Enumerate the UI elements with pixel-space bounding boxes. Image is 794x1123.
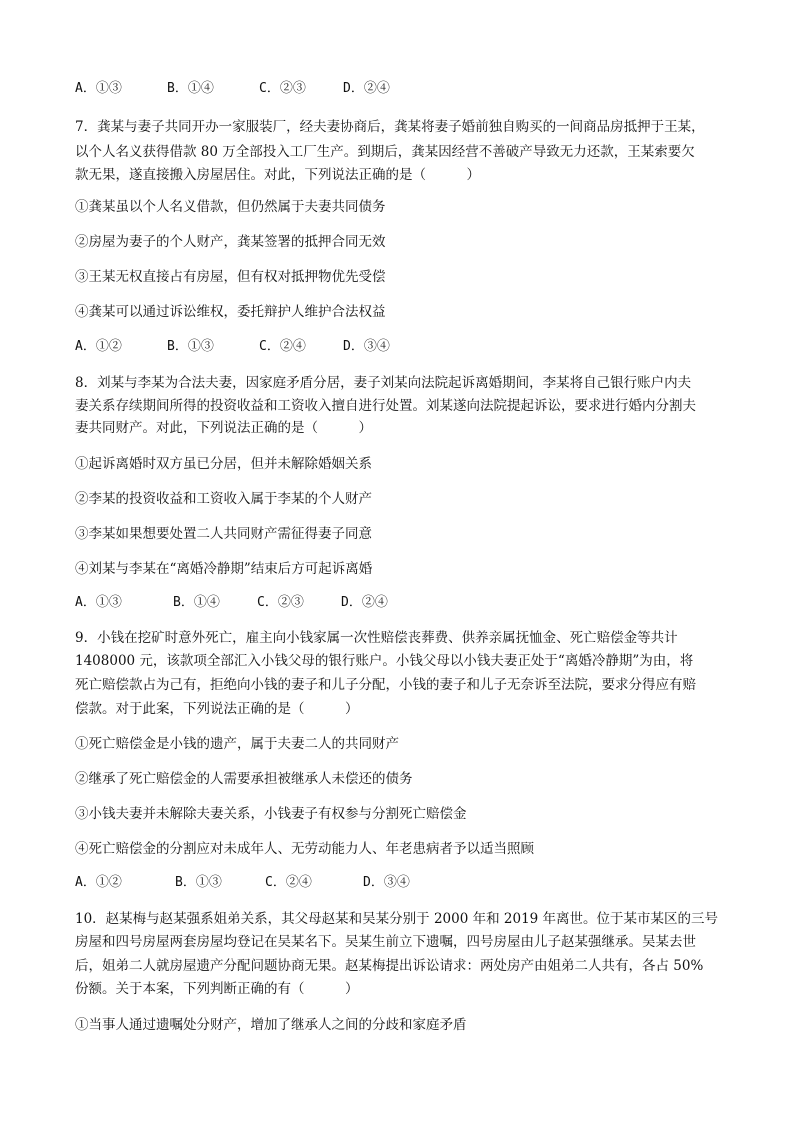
- q9-item-3: ③小钱夫妻并未解除夫妻关系，小钱妻子有权参与分割死亡赔偿金: [75, 806, 467, 822]
- q10-stem-line-2: 房屋和四号房屋两套房屋均登记在吴某名下。吴某生前立下遗嘱，四号房屋由儿子赵某强继承。吴某去世: [75, 934, 696, 950]
- q10-item-1: ①当事人通过遗嘱处分财产，增加了继承人之间的分歧和家庭矛盾: [75, 1017, 467, 1033]
- q6-option-a: A．①③: [75, 81, 122, 96]
- q8-stem-line-3: 妻共同财产。对此，下列说法正确的是（ ）: [75, 420, 372, 436]
- q7-stem-line-1: 7．龚某与妻子共同开办一家服装厂，经夫妻协商后，龚某将妻子婚前独自购买的一间商品房抵押于王某，: [75, 119, 705, 135]
- q6-option-d: D．②④: [343, 81, 390, 96]
- q9-stem-line-3: 死亡赔偿款占为己有，拒绝向小钱的妻子和儿子分配，小钱的妻子和儿子无奈诉至法院，要求分得应有赔: [75, 677, 696, 693]
- q7-options: [75, 338, 725, 356]
- q7-option-d: D．③④: [343, 339, 390, 354]
- q6-option-c: C．②③: [259, 81, 306, 96]
- q10-stem-line-4: 份额。关于本案，下列判断正确的有（ ）: [75, 981, 359, 997]
- q9-stem-line-1: 9．小钱在挖矿时意外死亡，雇主向小钱家属一次性赔偿丧葬费、供养亲属抚恤金、死亡赔偿金等共计: [75, 630, 678, 646]
- q8-item-3: ③李某如果想要处置二人共同财产需征得妻子同意: [75, 526, 372, 542]
- q8-option-d: D．②④: [341, 595, 388, 610]
- q9-option-d: D．③④: [363, 875, 410, 890]
- q7-option-b: B．①③: [167, 339, 214, 354]
- q8-option-a: A．①③: [75, 595, 122, 610]
- q9-option-c: C．②④: [265, 875, 312, 890]
- q9-option-a: A．①②: [75, 875, 122, 890]
- q9-options: [75, 874, 725, 892]
- q7-item-3: ③王某无权直接占有房屋，但有权对抵押物优先受偿: [75, 269, 386, 285]
- q9-option-b: B．①③: [175, 875, 222, 890]
- q7-item-4: ④龚某可以通过诉讼维权，委托辩护人维护合法权益: [75, 304, 386, 320]
- q7-stem-line-2: 以个人名义获得借款 80 万全部投入工厂生产。到期后，龚某因经营不善破产导致无力还款，王某索要欠: [75, 144, 695, 160]
- q7-item-2: ②房屋为妻子的个人财产，龚某签署的抵押合同无效: [75, 234, 386, 250]
- q6-options: [75, 80, 725, 98]
- q9-item-4: ④死亡赔偿金的分割应对未成年人、无劳动能力人、年老患病者予以适当照顾: [75, 841, 534, 857]
- q8-options: [75, 594, 725, 612]
- q7-option-a: A．①②: [75, 339, 122, 354]
- q9-stem-line-4: 偿款。对于此案，下列说法正确的是（ ）: [75, 701, 359, 717]
- q10-stem-line-3: 后，姐弟二人就房屋遗产分配问题协商无果。赵某梅提出诉讼请求：两处房产由姐弟二人共有，各占 50%: [75, 958, 704, 974]
- q8-option-b: B．①④: [173, 595, 220, 610]
- q8-option-c: C．②③: [257, 595, 304, 610]
- q9-item-1: ①死亡赔偿金是小钱的遗产，属于夫妻二人的共同财产: [75, 736, 399, 752]
- q8-item-4: ④刘某与李某在“离婚冷静期”结束后方可起诉离婚: [75, 561, 373, 577]
- q8-item-2: ②李某的投资收益和工资收入属于李某的个人财产: [75, 491, 372, 507]
- q8-stem-line-1: 8．刘某与李某为合法夫妻，因家庭矛盾分居，妻子刘某向法院起诉离婚期间，李某将自己银行账户内夫: [75, 375, 692, 391]
- q7-option-c: C．②④: [259, 339, 306, 354]
- q8-stem-line-2: 妻关系存续期间所得的投资收益和工资收入擅自进行处置。刘某遂向法院提起诉讼，要求进行婚内分割夫: [75, 398, 696, 414]
- q7-item-1: ①龚某虽以个人名义借款，但仍然属于夫妻共同债务: [75, 199, 386, 215]
- q8-item-1: ①起诉离婚时双方虽已分居，但并未解除婚姻关系: [75, 456, 372, 472]
- q6-option-b: B．①④: [167, 81, 214, 96]
- q7-stem-line-3: 款无果，遂直接搬入房屋居住。对此，下列说法正确的是（ ）: [75, 167, 480, 183]
- q9-item-2: ②继承了死亡赔偿金的人需要承担被继承人未偿还的债务: [75, 771, 413, 787]
- q10-stem-line-1: 10．赵某梅与赵某强系姐弟关系，其父母赵某和吴某分别于 2000 年和 2019 年离世。位于某市某区的三号: [75, 911, 719, 927]
- q9-stem-line-2: 1408000 元，该款项全部汇入小钱父母的银行账户。小钱父母以小钱夫妻正处于“离婚冷静期”为由，将: [75, 653, 694, 669]
